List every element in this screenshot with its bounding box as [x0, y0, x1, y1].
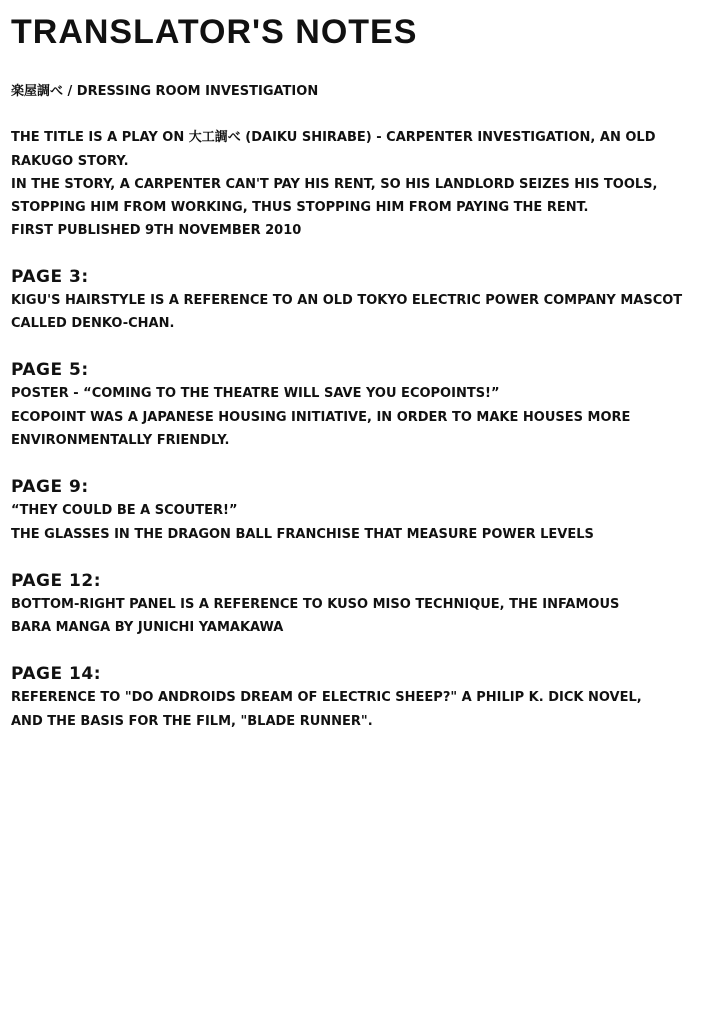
note-line: ENVIRONMENTALLY FRIENDLY.	[11, 432, 230, 448]
note-section-page-12	[11, 569, 717, 640]
intro-line: IN THE STORY, A CARPENTER CAN'T PAY HIS RENT, SO HIS LANDLORD SEIZES HIS TOOLS,	[11, 176, 658, 192]
translators-notes-page	[11, 10, 717, 756]
note-section-page-5	[11, 358, 717, 452]
page-title: TRANSLATOR'S NOTES	[11, 13, 418, 51]
section-heading: PAGE 5:	[11, 360, 89, 381]
note-line: THE GLASSES IN THE DRAGON BALL FRANCHISE THAT MEASURE POWER LEVELS	[11, 526, 594, 542]
note-line: KIGU'S HAIRSTYLE IS A REFERENCE TO AN OLD TOKYO ELECTRIC POWER COMPANY MASCOT	[11, 292, 683, 308]
intro-line: STOPPING HIM FROM WORKING, THUS STOPPING HIM FROM PAYING THE RENT.	[11, 200, 589, 216]
intro-subtitle-block	[11, 80, 717, 103]
section-heading: PAGE 9:	[11, 477, 89, 498]
section-heading: PAGE 3:	[11, 266, 89, 287]
note-line: REFERENCE TO "DO ANDROIDS DREAM OF ELECTRIC SHEEP?" A PHILIP K. DICK NOVEL,	[11, 690, 642, 706]
note-section-page-3	[11, 265, 717, 336]
chapter-subtitle: 楽屋調べ / DRESSING ROOM INVESTIGATION	[11, 84, 319, 99]
note-line: “THEY COULD BE A SCOUTER!”	[11, 503, 238, 519]
note-line: AND THE BASIS FOR THE FILM, "BLADE RUNNER".	[11, 713, 373, 729]
note-line: POSTER - “COMING TO THE THEATRE WILL SAVE YOU ECOPOINTS!”	[11, 386, 500, 402]
note-line: CALLED DENKO-CHAN.	[11, 316, 175, 332]
note-line: BOTTOM-RIGHT PANEL IS A REFERENCE TO KUSO MISO TECHNIQUE, THE INFAMOUS	[11, 596, 620, 612]
intro-line: RAKUGO STORY.	[11, 153, 129, 169]
note-line: ECOPOINT WAS A JAPANESE HOUSING INITIATIVE, IN ORDER TO MAKE HOUSES MORE	[11, 409, 631, 425]
section-heading: PAGE 14:	[11, 664, 101, 685]
intro-line: FIRST PUBLISHED 9TH NOVEMBER 2010	[11, 223, 302, 239]
section-heading: PAGE 12:	[11, 570, 101, 591]
note-section-page-9	[11, 475, 717, 546]
note-line: BARA MANGA BY JUNICHI YAMAKAWA	[11, 620, 284, 636]
intro-notes	[11, 126, 717, 242]
intro-line: THE TITLE IS A PLAY ON 大工調べ (DAIKU SHIRABE) - CARPENTER INVESTIGATION, AN OLD	[11, 130, 656, 146]
note-section-page-14	[11, 662, 717, 733]
